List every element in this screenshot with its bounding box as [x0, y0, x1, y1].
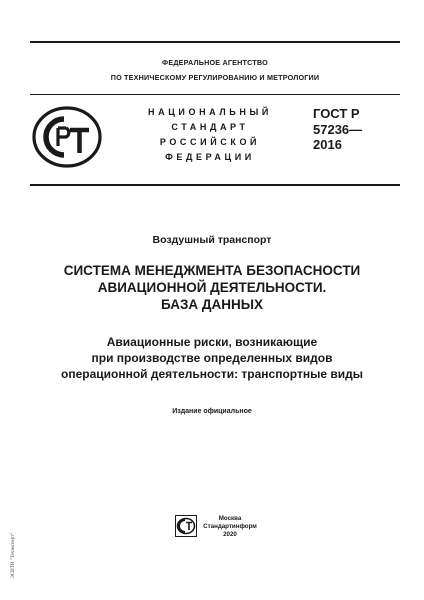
publisher-imprint	[200, 515, 260, 538]
publisher-line: 2020	[223, 530, 237, 538]
document-subtitle	[20, 334, 404, 382]
national-standard-label	[140, 105, 280, 165]
subtitle-line: операционной деятельности: транспортные виды	[61, 367, 363, 381]
middle-rule	[30, 94, 400, 95]
gost-code	[313, 106, 403, 153]
standard-label-line: СТАНДАРТ	[171, 122, 249, 132]
document-subject: Воздушный транспорт	[152, 234, 272, 246]
standartinform-logo-icon	[175, 515, 197, 537]
publisher-line: Москва	[218, 515, 242, 522]
top-rule	[30, 41, 400, 43]
subtitle-line: Авиационные риски, возникающие	[106, 335, 318, 349]
standard-label-line: ФЕДЕРАЦИИ	[165, 152, 255, 162]
standard-label-line: РОССИЙСКОЙ	[159, 137, 261, 147]
gost-code-line: 2016	[313, 137, 342, 152]
side-watermark-text: ЭСИТИ "Техэксперт"	[11, 532, 16, 579]
standard-label-line: НАЦИОНАЛЬНЫЙ	[148, 107, 272, 117]
title-line: АВИАЦИОННОЙ ДЕЯТЕЛЬНОСТИ.	[97, 280, 327, 295]
agency-line-1: ФЕДЕРАЛЬНОЕ АГЕНТСТВО	[162, 58, 268, 67]
bottom-rule	[30, 184, 400, 186]
title-line: БАЗА ДАННЫХ	[161, 297, 263, 312]
side-watermark	[8, 520, 18, 595]
title-line: СИСТЕМА МЕНЕДЖМЕНТА БЕЗОПАСНОСТИ	[63, 263, 361, 278]
subtitle-line: при производстве определенных видов	[91, 351, 333, 365]
agency-line-2: ПО ТЕХНИЧЕСКОМУ РЕГУЛИРОВАНИЮ И МЕТРОЛОГИИ	[110, 73, 320, 82]
gost-code-line: 57236—	[313, 121, 363, 137]
publisher-line: Стандартинформ	[203, 522, 257, 530]
gost-code-line: ГОСТ Р	[313, 106, 360, 121]
gost-r-emblem-icon	[32, 106, 102, 168]
edition-label: Издание официальное	[172, 408, 252, 415]
document-title	[20, 262, 404, 313]
